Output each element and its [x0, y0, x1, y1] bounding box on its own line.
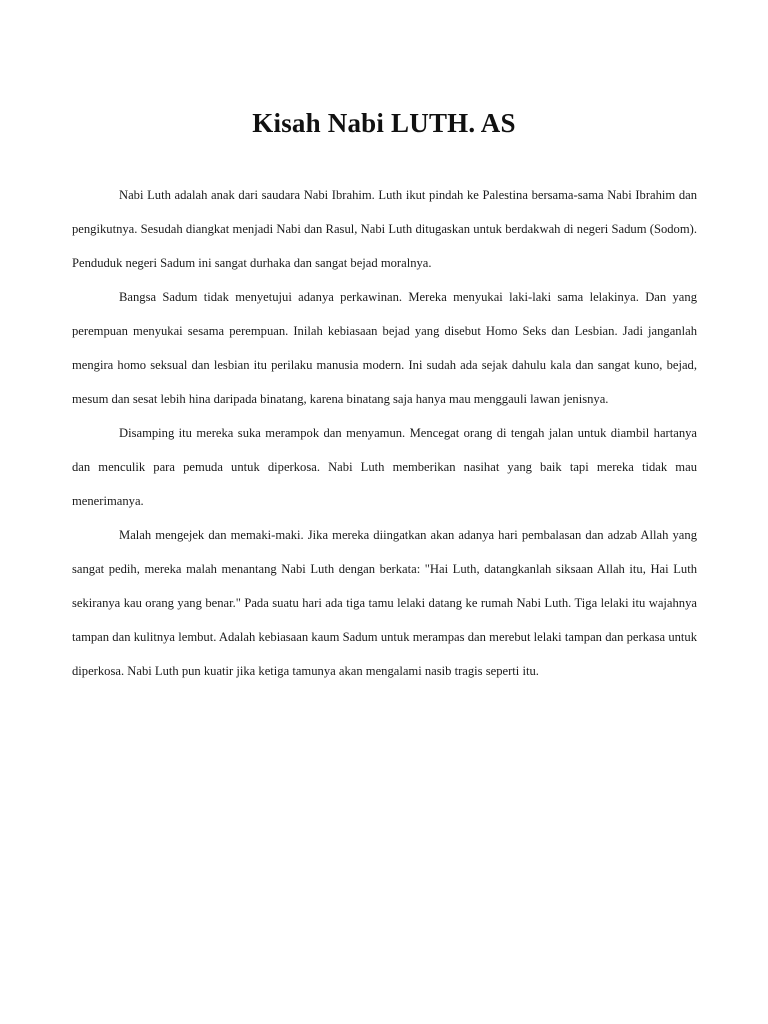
paragraph: Malah mengejek dan memaki-maki. Jika mereka diingatkan akan adanya hari pembalasan dan adzab Allah yang sangat pedih, mereka malah menantang Nabi Luth dengan berkata: "Hai Luth, datangkanlah siksaan Allah itu, Hai Luth sekiranya kau orang yang benar." Pada suatu hari ada tiga tamu lelaki datang ke rumah Nabi Luth. Tiga lelaki itu wajahnya tampan dan kulitnya lembut. Adalah kebiasaan kaum Sadum untuk merampas dan merebut lelaki tampan dan perkasa untuk diperkosa. Nabi Luth pun kuatir jika ketiga tamunya akan mengalami nasib tragis seperti itu.: [72, 528, 697, 678]
paragraph: Disamping itu mereka suka merampok dan menyamun. Mencegat orang di tengah jalan untuk diambil hartanya dan menculik para pemuda untuk diperkosa. Nabi Luth memberikan nasihat yang baik tapi mereka tidak mau menerimanya.: [72, 426, 697, 508]
document-title: Kisah Nabi LUTH. AS: [252, 108, 516, 138]
paragraph: Nabi Luth adalah anak dari saudara Nabi Ibrahim. Luth ikut pindah ke Palestina bersama-sama Nabi Ibrahim dan pengikutnya. Sesudah diangkat menjadi Nabi dan Rasul, Nabi Luth ditugaskan untuk berdakwah di negeri Sadum (Sodom). Penduduk negeri Sadum ini sangat durhaka dan sangat bejad moralnya.: [72, 188, 697, 270]
document-body: [72, 178, 697, 688]
paragraph: Bangsa Sadum tidak menyetujui adanya perkawinan. Mereka menyukai laki-laki sama lelakinya. Dan yang perempuan menyukai sesama perempuan. Inilah kebiasaan bejad yang disebut Homo Seks dan Lesbian. Jadi janganlah mengira homo seksual dan lesbian itu perilaku manusia modern. Ini sudah ada sejak dahulu kala dan sangat kuno, bejad, mesum dan sesat lebih hina daripada binatang, karena binatang saja hanya mau menggauli lawan jenisnya.: [72, 290, 697, 406]
